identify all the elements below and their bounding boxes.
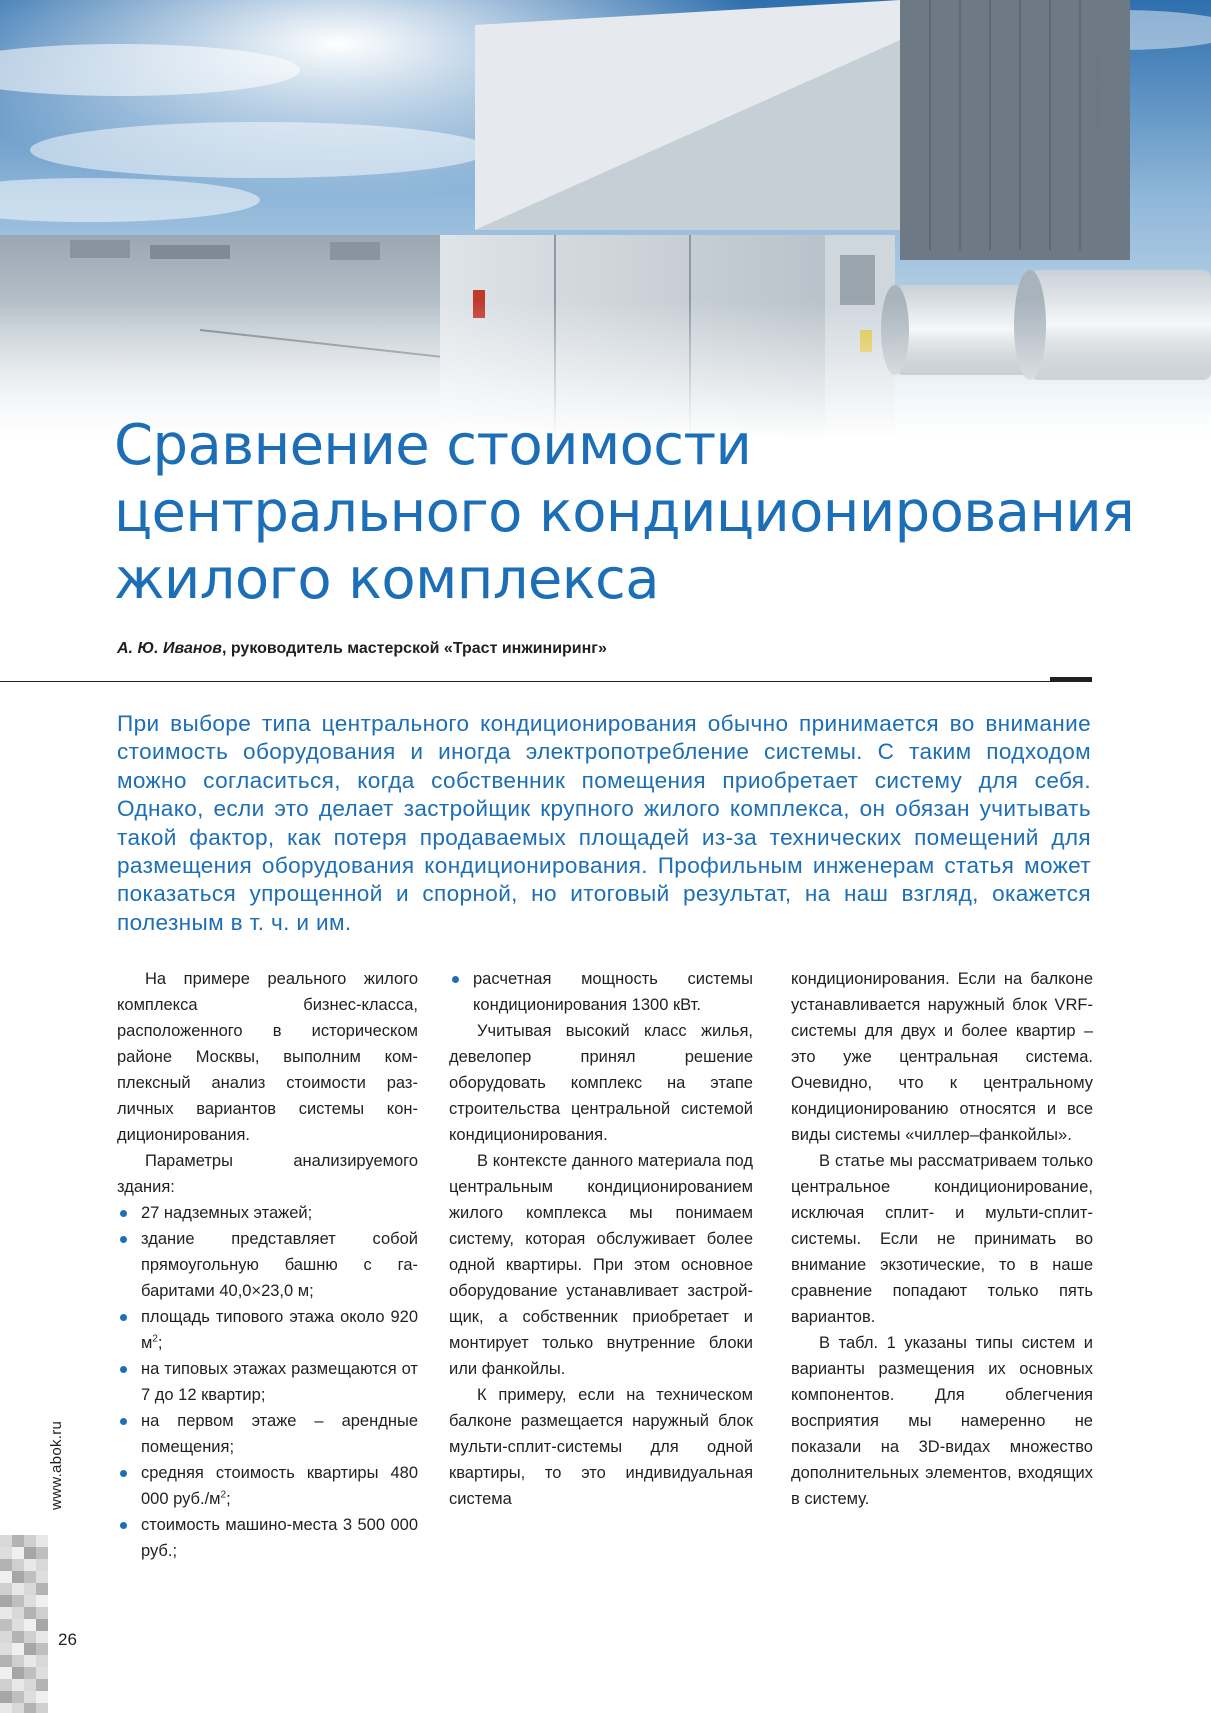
- mosaic-cell: [0, 1595, 12, 1607]
- title-line-2: центрального кондиционирования: [114, 480, 1135, 545]
- mosaic-cell: [36, 1667, 48, 1679]
- mosaic-cell: [12, 1679, 24, 1691]
- mosaic-cell: [24, 1667, 36, 1679]
- mosaic-cell: [36, 1619, 48, 1631]
- mosaic-cell: [0, 1583, 12, 1595]
- mosaic-cell: [24, 1607, 36, 1619]
- list-item: [117, 1460, 418, 1512]
- byline: [117, 640, 607, 658]
- grey-mosaic-decoration: [0, 1535, 48, 1713]
- mosaic-cell: [24, 1583, 36, 1595]
- body-paragraph: Параметры анализируемого здания:: [117, 1152, 418, 1196]
- mosaic-cell: [36, 1631, 48, 1643]
- header-rule: [0, 681, 1092, 682]
- mosaic-cell: [0, 1547, 12, 1559]
- mosaic-cell: [24, 1703, 36, 1713]
- mosaic-cell: [0, 1559, 12, 1571]
- body-column-3: [791, 966, 1093, 1512]
- mosaic-cell: [12, 1535, 24, 1547]
- author-role: , руководитель мастерской «Траст инжиниринг»: [221, 640, 607, 657]
- rooftop-chiller-illustration: [0, 0, 1211, 440]
- body-column-1: [117, 966, 418, 1564]
- mosaic-cell: [36, 1583, 48, 1595]
- mosaic-cell: [36, 1643, 48, 1655]
- mosaic-cell: [12, 1691, 24, 1703]
- mosaic-cell: [0, 1703, 12, 1713]
- page-number: 26: [58, 1630, 77, 1649]
- photo-credit: www.soupstock.in: [1093, 42, 1104, 130]
- author-name: А. Ю. Иванов: [117, 640, 222, 657]
- article-title: [114, 412, 1174, 613]
- superscript: 2: [152, 1333, 158, 1345]
- body-paragraph: В табл. 1 указаны типы систем и варианты размещения их основных компонентов. Для облегчения восприятия мы намеренно не показали на 3D-видах множество дополнительных элементов, входящих в систему.: [791, 1334, 1093, 1508]
- mosaic-cell: [24, 1547, 36, 1559]
- mosaic-cell: [24, 1679, 36, 1691]
- mosaic-cell: [36, 1703, 48, 1713]
- mosaic-cell: [0, 1655, 12, 1667]
- mosaic-cell: [24, 1643, 36, 1655]
- mosaic-cell: [36, 1679, 48, 1691]
- mosaic-cell: [0, 1571, 12, 1583]
- site-url: www.abok.ru: [48, 1420, 65, 1510]
- mosaic-cell: [12, 1655, 24, 1667]
- mosaic-cell: [24, 1571, 36, 1583]
- body-paragraph: К примеру, если на техническом балконе размещается наружный блок мульти-сплит-системы для одной квартиры, то это индивидуальная система: [449, 1386, 753, 1508]
- title-line-3: жилого комплекса: [114, 547, 659, 612]
- list-item: здание представляет собой прямоугольную башню с габаритами 40,0×23,0 м;: [117, 1226, 418, 1304]
- list-item: 27 надземных этажей;: [117, 1200, 418, 1226]
- mosaic-cell: [12, 1667, 24, 1679]
- list-item-tail: ;: [157, 1334, 163, 1352]
- list-item-text: площадь типового этажа около 920 м: [141, 1308, 418, 1352]
- mosaic-cell: [12, 1583, 24, 1595]
- mosaic-cell: [12, 1619, 24, 1631]
- mosaic-cell: [36, 1655, 48, 1667]
- body-paragraph: В статье мы рассматриваем только центральное кондиционирование, исключая сплит- и мульти-сплит-системы. Если не принимать во внимание экзотические, то в наше сравнение попадают только пять вариантов.: [791, 1152, 1093, 1326]
- body-paragraph: кондиционирования. Если на балконе устанавливается наружный блок VRF-системы для двух и более квартир – это уже центральная система. Очевидно, что к центральному кондиционированию относятся и все виды системы «чиллер–фанкойлы».: [791, 970, 1093, 1144]
- list-item: на первом этаже – арендные помещения;: [117, 1408, 418, 1460]
- body-column-2: [449, 966, 753, 1512]
- hero-photo: [0, 0, 1211, 440]
- lead-paragraph: При выборе типа центрального кондиционирования обычно принимается во внимание стоимость оборудования и иногда электропотребление системы. С таким подходом можно согласиться, когда собственник помещения приобретает систему для себя. Однако, если это делает застройщик крупного жилого комплекса, он обязан учитывать такой фактор, как потеря продаваемых площадей из-за технических помещений для размещения оборудования кондиционирования. Профильным инженерам статья может показаться упрощенной и спорной, но итоговый результат, на наш взгляд, окажется полезным в т. ч. и им.: [117, 711, 1091, 935]
- building-parameters-list: [117, 1200, 418, 1564]
- mosaic-cell: [36, 1595, 48, 1607]
- mosaic-cell: [0, 1619, 12, 1631]
- mosaic-cell: [12, 1571, 24, 1583]
- mosaic-cell: [12, 1631, 24, 1643]
- list-item: стоимость машино-места 3 500 000 руб.;: [117, 1512, 418, 1564]
- mosaic-cell: [0, 1607, 12, 1619]
- title-line-1: Сравнение стоимости: [114, 413, 752, 478]
- mosaic-cell: [24, 1619, 36, 1631]
- superscript: 2: [220, 1489, 227, 1501]
- mosaic-cell: [36, 1691, 48, 1703]
- mosaic-cell: [12, 1547, 24, 1559]
- mosaic-cell: [0, 1535, 12, 1547]
- mosaic-cell: [0, 1631, 12, 1643]
- mosaic-cell: [0, 1691, 12, 1703]
- header-rule-tab: [1050, 677, 1092, 681]
- body-paragraph: В контексте данного материала под центральным кондиционированием жилого комплекса мы понимаем систему, которая обслуживает более одной квартиры. При этом основное оборудование устанавливает застройщик, а собственник приобретает и монтирует только внутренние блоки или фанкойлы.: [449, 1152, 753, 1378]
- mosaic-cell: [24, 1691, 36, 1703]
- mosaic-cell: [12, 1607, 24, 1619]
- mosaic-cell: [36, 1535, 48, 1547]
- mosaic-cell: [36, 1547, 48, 1559]
- mosaic-cell: [0, 1643, 12, 1655]
- mosaic-cell: [0, 1667, 12, 1679]
- body-paragraph: На примере реального жилого комплекса бизнес-класса, расположенного в историческом районе Москвы, выполним комплексный анализ стоимости различных вариантов системы кондиционирования.: [117, 970, 418, 1144]
- list-item: расчетная мощность системы кондиционирования 1300 кВт.: [449, 966, 753, 1018]
- mosaic-cell: [12, 1559, 24, 1571]
- mosaic-cell: [12, 1703, 24, 1713]
- body-paragraph: Учитывая высокий класс жилья, девелопер принял решение оборудовать комплекс на этапе строительства центральной системой кондиционирования.: [449, 1022, 753, 1144]
- list-item: на типовых этажах размещаются от 7 до 12 квартир;: [117, 1356, 418, 1408]
- mosaic-cell: [12, 1595, 24, 1607]
- mosaic-cell: [24, 1559, 36, 1571]
- mosaic-cell: [24, 1535, 36, 1547]
- mosaic-cell: [36, 1571, 48, 1583]
- list-item-tail: ;: [226, 1490, 231, 1508]
- mosaic-cell: [36, 1559, 48, 1571]
- mosaic-cell: [0, 1679, 12, 1691]
- mosaic-cell: [36, 1607, 48, 1619]
- mosaic-cell: [12, 1643, 24, 1655]
- mosaic-cell: [24, 1595, 36, 1607]
- list-item: [117, 1304, 418, 1356]
- building-parameters-list-cont: [449, 966, 753, 1018]
- mosaic-cell: [24, 1631, 36, 1643]
- list-item-text: средняя стоимость квартиры 480 000 руб./м: [141, 1464, 418, 1508]
- mosaic-cell: [24, 1655, 36, 1667]
